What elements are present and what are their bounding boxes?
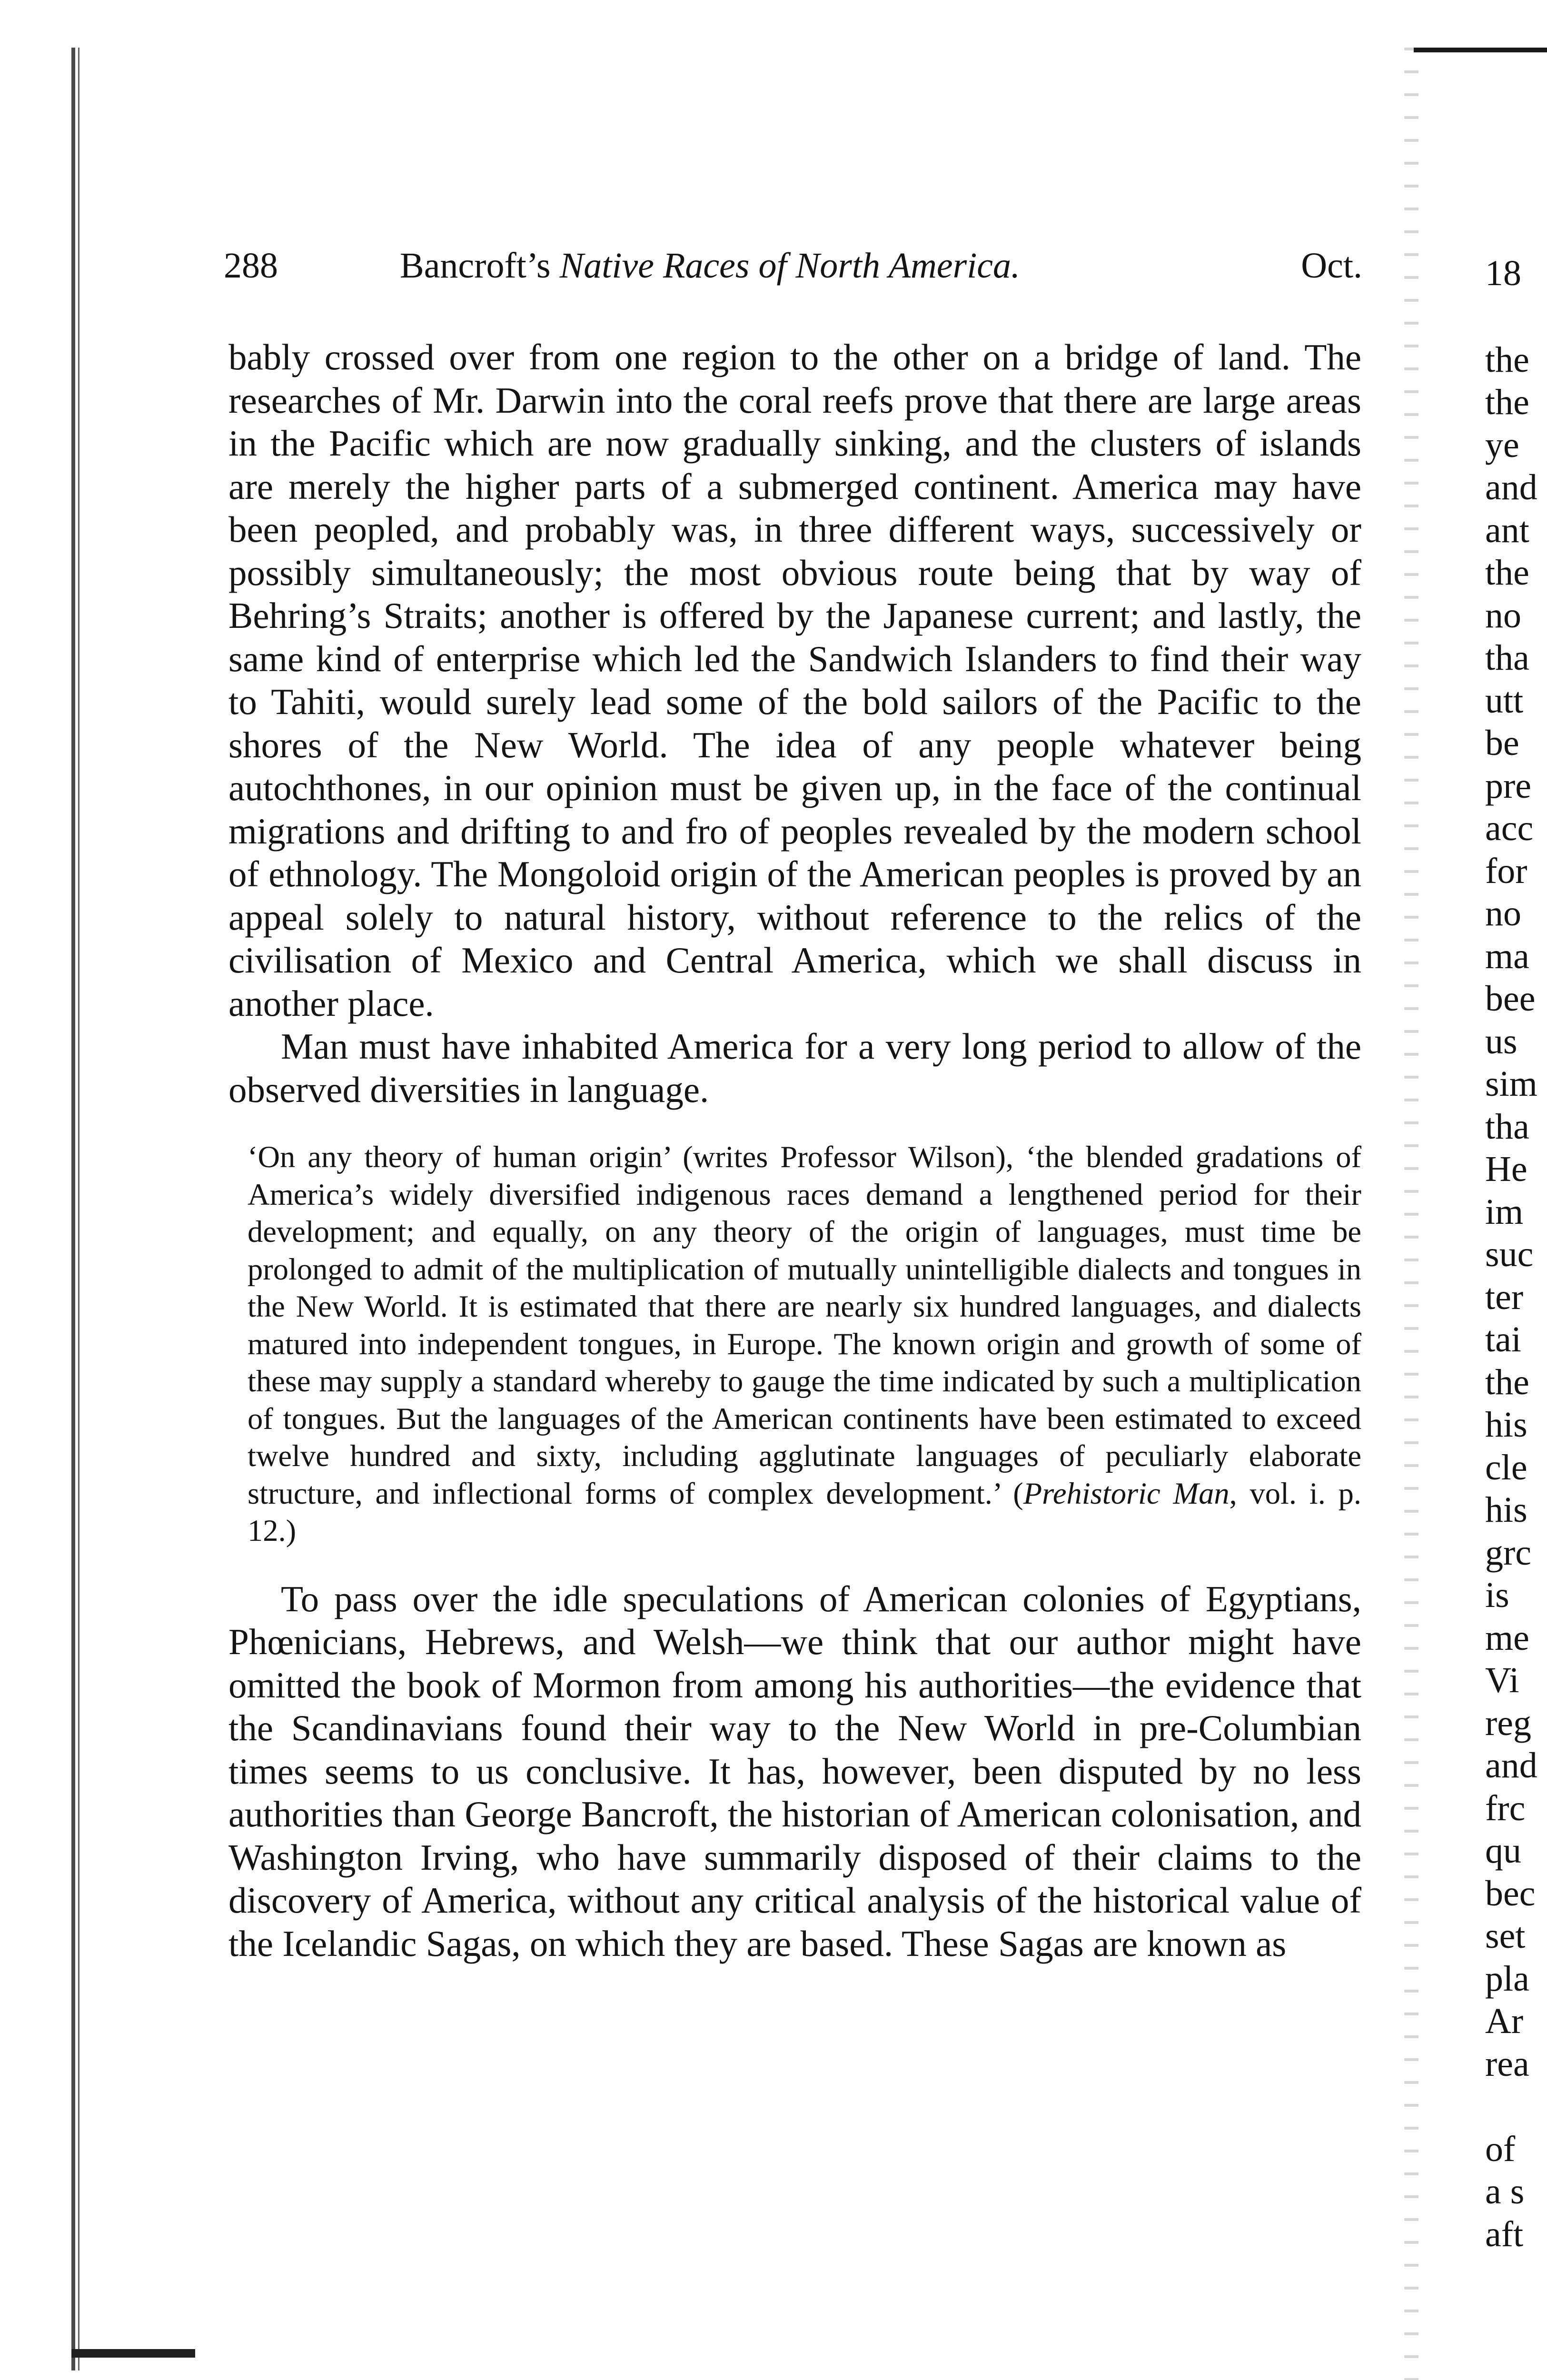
scan-gutter [1404,48,1418,2380]
running-title-italic: Native Races of North America. [559,246,1021,286]
facing-page-line: Ar [1485,2001,1524,2041]
facing-page-line: cle [1485,1447,1527,1488]
facing-page-line: be [1485,723,1519,763]
facing-page-line: no [1485,595,1521,635]
facing-page-top-rule [1414,48,1547,52]
quote-text: ‘On any theory of human origin’ (writes Professor Wilson), ‘the blended gradations of America’s widely diversified indigenous races demand a lengthened period for their development; and equally, on any theory of the origin of languages, must time be prolonged to admit of the multiplication of mutually unintelligible dialects and tongues in the New World. It is estimated that there are nearly six hundred languages, and dialects matured into independent tongues, in Europe. The known origin and growth of some of these may supply a standard whereby to gauge the time indicated by such a multiplication of tongues. But the languages of the American continents have been estimated to exceed twelve hundred and sixty, including agglutinate languages of peculiarly elaborate structure, and inflectional forms of complex development.’ ( [248,1140,1361,1510]
page-number: 288 [224,246,278,286]
facing-page-line: ma [1485,936,1529,976]
facing-page-line: im [1485,1191,1524,1232]
facing-page-header: 18 [1485,253,1521,293]
facing-page-line: his [1485,1405,1527,1445]
facing-page-line: frc [1485,1788,1526,1828]
facing-page-line: tha [1485,638,1529,678]
facing-page-line: of [1485,2129,1516,2169]
page-body [228,336,1361,1965]
facing-page-line: suc [1485,1234,1534,1274]
facing-page-line: no [1485,893,1521,933]
facing-page-line: grc [1485,1532,1532,1573]
facing-page-line: me [1485,1617,1529,1658]
running-header [224,245,1376,298]
facing-page-line: set [1485,1916,1526,1956]
facing-page-fragment [1485,252,1547,2256]
facing-page-line: reg [1485,1703,1532,1743]
facing-page-line: ant [1485,510,1529,550]
quote-citation-title: Prehistoric Man [1023,1476,1230,1510]
facing-page-line: tai [1485,1319,1521,1359]
scan-binding-foot [71,2349,195,2358]
scan-binding-edge [71,48,84,2370]
facing-page-line: Vi [1485,1660,1519,1700]
facing-page-line: bee [1485,979,1536,1019]
facing-page-line [1485,2085,1547,2128]
running-title [400,245,1020,287]
facing-page-line: rea [1485,2043,1529,2084]
facing-page-line: for [1485,851,1527,891]
facing-page-line: acc [1485,808,1534,848]
facing-page-line: sim [1485,1064,1537,1104]
facing-page-line: qu [1485,1831,1521,1871]
block-quote [228,1139,1361,1550]
facing-page-line: is [1485,1575,1509,1615]
facing-page-line: the [1485,1362,1529,1402]
facing-page-line: ye [1485,425,1519,465]
facing-page-line: and [1485,467,1537,507]
quote-citation-rest: , vol. i. p. 12.) [248,1476,1361,1547]
facing-page-line: a s [1485,2172,1525,2211]
facing-page-line: his [1485,1490,1527,1530]
facing-page-line: ter [1485,1277,1524,1317]
facing-page-line: the [1485,339,1529,380]
facing-page-line: pla [1485,1958,1529,1999]
running-month: Oct. [1301,246,1362,286]
facing-page-line: utt [1485,680,1524,721]
body-paragraph-1: bably crossed over from one region to the other on a bridge of land. The researches of Mr. Darwin into the coral reefs prove that there are large areas in the Pacific which are now gradually sinking, and the clusters of islands are merely the higher parts of a submerged continent. America may have been peopled, and probably was, in three different ways, successively or possibly simultaneously; the most obvious route being that by way of Behring’s Straits; another is offered by the Japanese current; and lastly, the same kind of enterprise which led the Sandwich Islanders to find their way to Tahiti, would surely lead some of the bold sailors of the Pacific to the shores of the New World. The idea of any people whatever being autochthones, in our opinion must be given up, in the face of the continual migrations and drifting to and fro of peoples revealed by the modern school of ethnology. The Mongoloid origin of the American peoples is proved by an appeal solely to natural history, without reference to the relics of the civilisation of Mexico and Central America, which we shall discuss in another place. [228,337,1361,1024]
running-title-plain: Bancroft’s [400,246,560,286]
body-paragraph-2: Man must have inhabited America for a very long period to allow of the observed diversities in language. [228,1026,1361,1110]
facing-page-line: aft [1485,2214,1524,2254]
facing-page-line: He [1485,1149,1527,1189]
facing-page-line: bec [1485,1873,1536,1914]
facing-page-line: the [1485,553,1529,593]
facing-page-line: the [1485,382,1529,422]
facing-page-line: pre [1485,765,1532,806]
facing-page-lines [1485,339,1547,2256]
facing-page-line: and [1485,1745,1537,1785]
facing-page-line: tha [1485,1106,1529,1147]
body-paragraph-3: To pass over the idle speculations of American colonies of Egyptians, Phœnicians, Hebrews, and Welsh—we think that our author might have omitted the book of Mormon from among his authorities—the evidence that the Scandinavians found their way to the New World in pre-Columbian times seems to us conclusive. It has, however, been disputed by no less authorities than George Bancroft, the historian of American colonisation, and Washington Irving, who have summarily disposed of their claims to the discovery of America, without any critical analysis of the historical value of the Icelandic Sagas, on which they are based. These Sagas are known as [228,1578,1361,1964]
facing-page-line: us [1485,1021,1517,1061]
